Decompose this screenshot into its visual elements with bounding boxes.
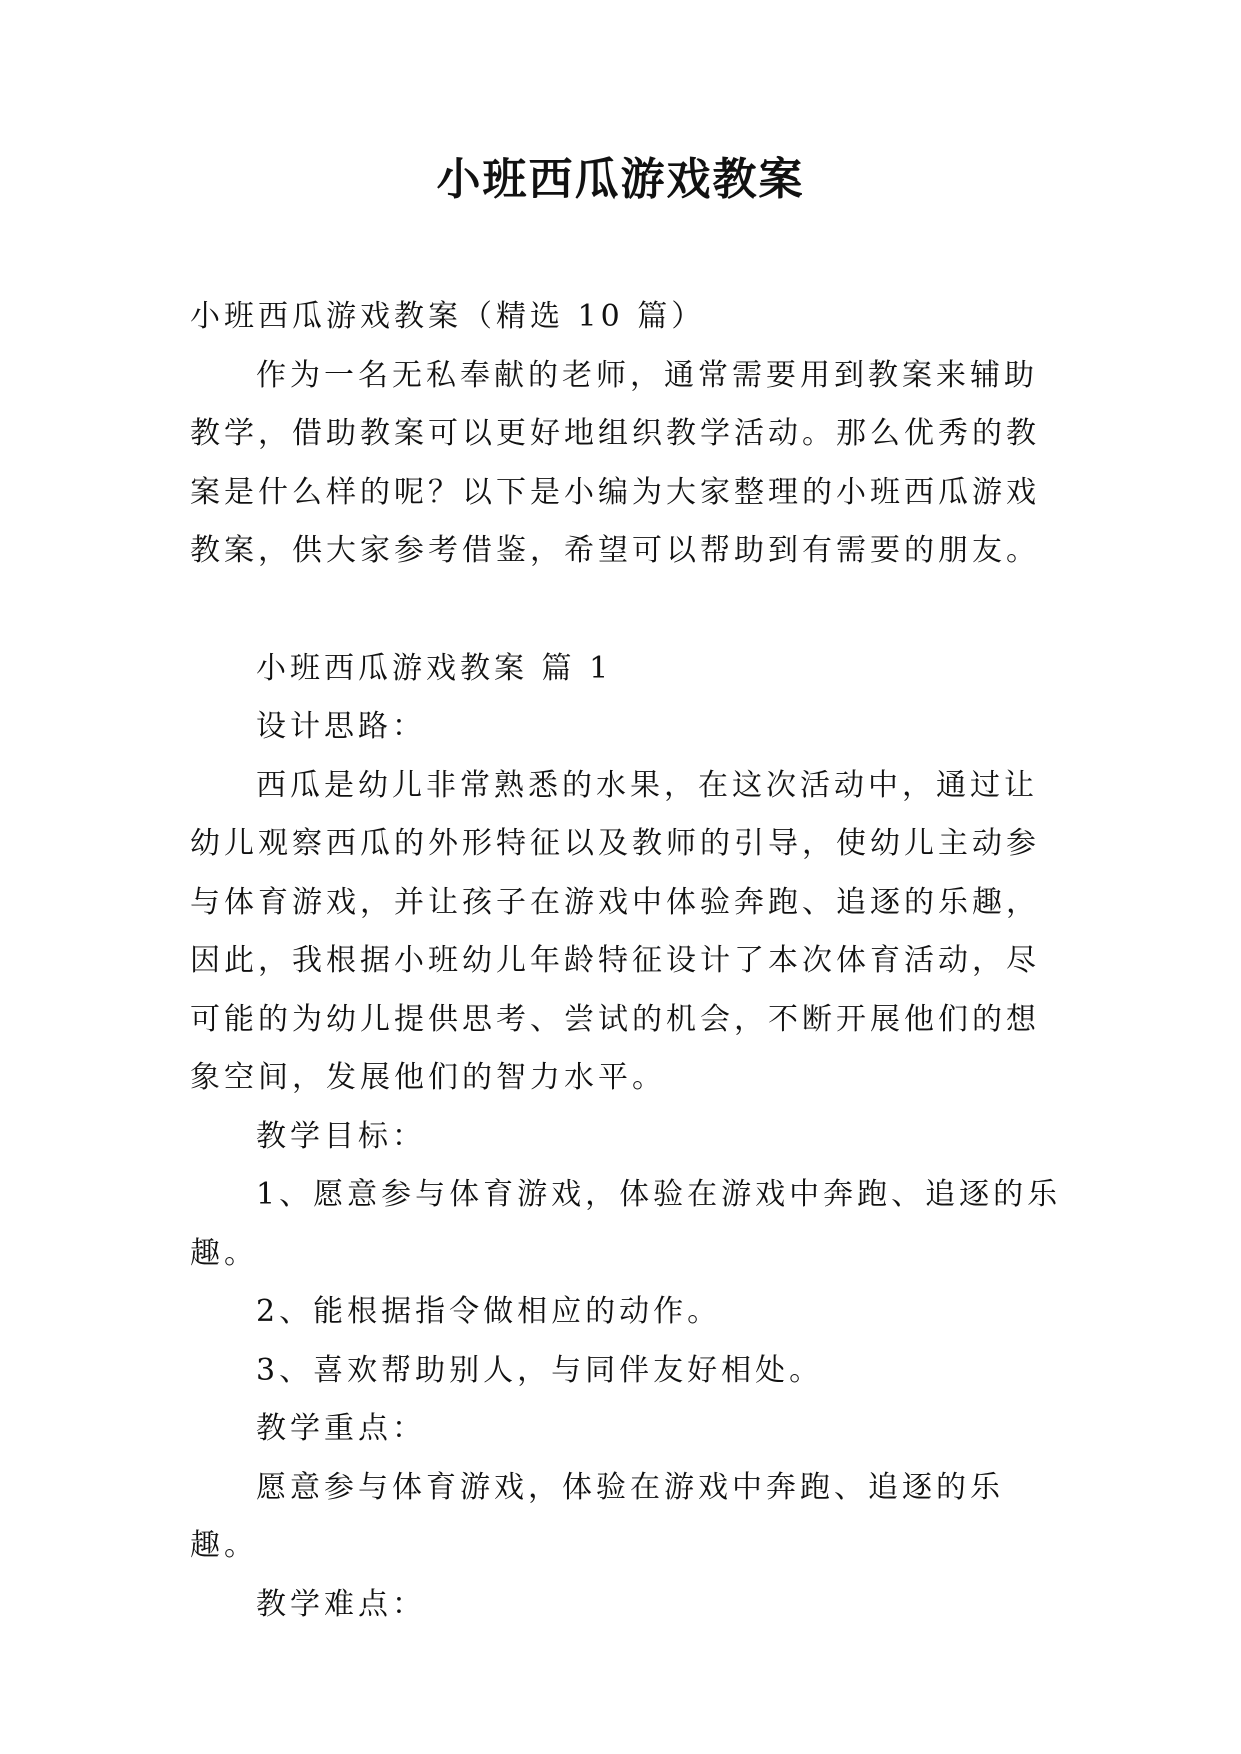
document-subtitle: 小班西瓜游戏教案（精选 10 篇） (190, 299, 706, 334)
paragraph-gap (190, 581, 1062, 640)
key-paragraph: 愿意参与体育游戏，体验在游戏中奔跑、追逐的乐趣。 (190, 1469, 1004, 1563)
goals-label: 教学目标： (256, 1118, 426, 1154)
goal-item-2: 2、能根据指令做相应的动作。 (256, 1294, 722, 1329)
section-heading: 小班西瓜游戏教案 篇 1 (256, 650, 613, 686)
key-label: 教学重点： (256, 1411, 426, 1446)
goal-item-1: 1、愿意参与体育游戏，体验在游戏中奔跑、追逐的乐趣。 (190, 1177, 1062, 1271)
goal-item-3: 3、喜欢帮助别人，与同伴友好相处。 (256, 1352, 824, 1388)
difficulty-label: 教学难点： (256, 1586, 426, 1622)
page-title: 小班西瓜游戏教案 (436, 154, 805, 205)
design-paragraph: 西瓜是幼儿非常熟悉的水果，在这次活动中，通过让幼儿观察西瓜的外形特征以及教师的引导，使幼儿主动参与体育游戏，并让孩子在游戏中体验奔跑、追逐的乐趣，因此，我根据小班幼儿年龄特征设计了本次体育活动，尽可能的为幼儿提供思考、尝试的机会，不断开展他们的想象空间，发展他们的智力水平。 (190, 767, 1040, 1095)
document-body (190, 288, 1062, 1634)
design-label: 设计思路： (256, 709, 426, 744)
intro-paragraph: 作为一名无私奉献的老师，通常需要用到教案来辅助教学，借助教案可以更好地组织教学活动。那么优秀的教案是什么样的呢？以下是小编为大家整理的小班西瓜游戏教案，供大家参考借鉴，希望可以帮助到有需要的朋友。 (190, 357, 1040, 568)
